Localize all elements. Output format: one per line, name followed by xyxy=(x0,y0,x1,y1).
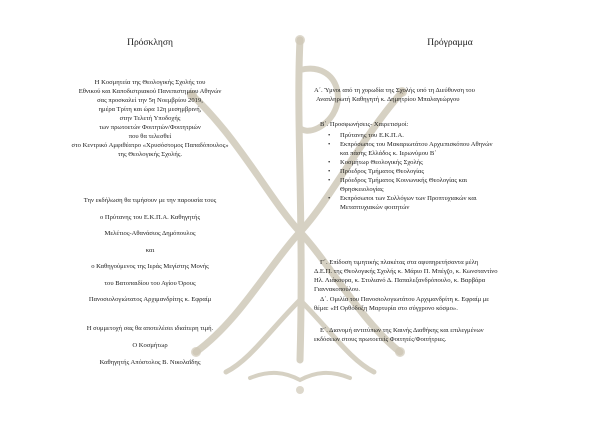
greeting-item: • Πρύτανης του Ε.Κ.Π.Α. xyxy=(328,132,404,139)
bullet-icon: • xyxy=(328,195,331,202)
invitation-line: των πρωτοετών Φοιτητών/Φοιτητριών xyxy=(99,124,201,131)
item-a-line: Αναπληρωτή Καθηγητή κ. Δημητρίου Μπαλαγεώργου xyxy=(316,96,460,103)
greeting-item: • Πρόεδρος Τμήματος Κοινωνικής Θεολογίας και Θρησκειολογίας xyxy=(328,177,468,193)
programme-item-g xyxy=(314,258,584,294)
programme-item-d xyxy=(314,295,584,313)
item-e-line: Ε΄. Διανομή αντιτύπων της Καινής Διαθήκης και επιλεγμένων xyxy=(320,327,484,334)
programme-item-a xyxy=(314,86,584,104)
invitation-line: στην Τελετή Υποδοχής xyxy=(119,115,181,122)
programme-item-b xyxy=(314,120,584,212)
honour-line: Πανοσιολογιώτατος Αρχιμανδρίτης κ. Εφραίμ xyxy=(88,296,212,303)
honour-line: ο Καθηγούμενος της Ιεράς Μεγίστης Μονής xyxy=(91,263,209,270)
closing-signature xyxy=(0,323,300,368)
item-g-line: Γ΄. Επίδοση τιμητικής πλακέτας στα αφυπηρετήσαντα μέλη xyxy=(320,259,479,266)
greeting-item: • Εκπρόσωποι των Συλλόγων των Προπτυχιακών και Μεταπτυχιακών φοιτητών xyxy=(328,195,477,211)
greetings-list xyxy=(314,131,584,212)
honour-line: Μελέτιος-Αθανάσιος Δημόπουλος xyxy=(104,230,196,237)
item-g-line: Δ.Ε.Π. της Θεολογικής Σχολής κ. Μάριο Π. Μπέγζο, κ. Κωνσταντίνο xyxy=(314,268,498,275)
bullet-icon: • xyxy=(328,177,331,184)
bullet-icon: • xyxy=(328,168,331,175)
programme-item-e xyxy=(314,326,584,344)
closing-line: Η συμμετοχή σας θα αποτελέσει ιδιαίτερη τιμή. xyxy=(86,325,214,332)
invitation-line: της Θεολογικής Σχολής. xyxy=(117,151,183,158)
item-a-line: Α΄. Ύμνοι από τη χορωδία της Σχολής υπό τη Διεύθυνση του xyxy=(314,87,475,94)
closing-line: Καθηγητής Απόστολος Β. Νικολαΐδης xyxy=(99,359,201,366)
honour-line: ο Πρύτανης του Ε.Κ.Π.Α. Καθηγητής xyxy=(99,213,201,221)
invitation-line: που θα τελεσθεί xyxy=(128,133,172,140)
closing-line: Ο Κοσμήτωρ xyxy=(132,342,168,349)
invitation-body xyxy=(0,78,300,159)
bullet-icon: • xyxy=(328,159,331,166)
item-g-line: Γιαννακοπούλου. xyxy=(314,286,360,293)
invitation-line: Εθνικού και Καποδιστριακού Πανεπιστημίου Αθηνών xyxy=(78,88,222,95)
programme-title: Πρόγραμμα xyxy=(427,38,473,48)
invitation-title: Πρόσκληση xyxy=(127,38,173,48)
programme-panel xyxy=(300,0,600,425)
greeting-item: • Κοσμήτωρ Θεολογικής Σχολής xyxy=(328,159,423,166)
item-g-line: Ηλ. Λιάκουρα, κ. Στυλιανό Δ. Παπαλεξανδρόπουλο, κ. Βαρβάρα xyxy=(314,277,486,284)
honour-line: και xyxy=(145,246,155,254)
greeting-item: • Πρόεδρος Τμήματος Θεολογίας xyxy=(328,168,424,175)
item-d-line: θέμα: «Η Ορθόδοξη Μαρτυρία στο σύγχρονο κόσμο». xyxy=(314,305,458,312)
bullet-icon: • xyxy=(328,141,331,148)
greeting-item: • Εκπρόσωπος του Μακαριωτάτου Αρχιεπισκόπου Αθηνών και πάσης Ελλάδος κ. Ιερωνύμου Β΄ xyxy=(328,141,493,157)
invitation-line: ημέρα Τρίτη και ώρα 12η μεσημβρινή, xyxy=(98,106,202,113)
bullet-icon: • xyxy=(328,132,331,139)
invitation-line: Η Κοσμητεία της Θεολογικής Σχολής του xyxy=(94,79,206,86)
honour-line: του Βατοπαιδίου του Αγίου Όρους xyxy=(104,279,196,287)
item-d-line: Δ΄. Ομιλία του Πανοσιολογιωτάτου Αρχιμανδρίτη κ. Εφραίμ με xyxy=(320,296,490,303)
item-e-line: εκδόσεων στους πρωτοετείς Φοιτητές/Φοιτήτριες. xyxy=(314,336,447,343)
item-b-title: Β΄. Προσφωνήσεις- Χαιρετισμοί: xyxy=(320,121,409,128)
honour-line: Την εκδήλωση θα τιμήσουν με την παρουσία τους xyxy=(83,197,217,204)
invitation-line: στο Κεντρικό Αμφιθέατρο «Χρυσόστομος Παπαδόπουλος» xyxy=(71,142,229,149)
honour-guests xyxy=(0,196,300,305)
invitation-line: σας προσκαλεί την 5η Νοεμβρίου 2019, xyxy=(97,97,203,104)
